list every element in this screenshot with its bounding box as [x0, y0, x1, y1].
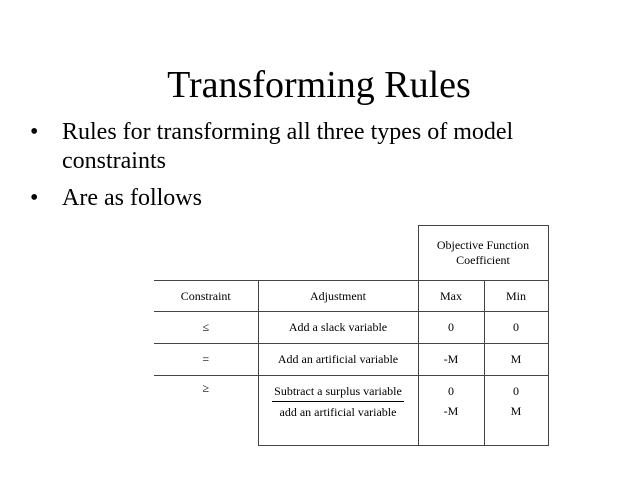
empty-cell	[258, 226, 418, 281]
bullet-item	[30, 118, 610, 176]
min-cell: M	[484, 344, 548, 376]
constraint-cell: ≤	[154, 312, 258, 344]
adjustment-cell	[258, 376, 418, 446]
bullet-text: Are as follows	[62, 185, 202, 211]
min-cell	[484, 376, 548, 446]
min-value: 0	[513, 384, 519, 398]
transforming-rules-table	[154, 225, 549, 446]
table-row	[154, 312, 548, 344]
max-cell: -M	[418, 344, 484, 376]
bullet-icon: •	[30, 185, 39, 211]
bullet-list	[30, 118, 610, 221]
max-cell: 0	[418, 312, 484, 344]
adjustment-line: Subtract a surplus variable	[272, 381, 404, 402]
table-row	[154, 376, 548, 446]
objective-function-label: Objective Function Coefficient	[436, 238, 530, 267]
slide-title: Transforming Rules	[167, 64, 471, 106]
bullet-item	[30, 184, 610, 213]
adjustment-line: add an artificial variable	[279, 405, 397, 419]
bullet-text: Rules for transforming all three types of model constraints	[62, 119, 514, 174]
column-header-max: Max	[418, 281, 484, 312]
table-header-row	[154, 226, 548, 281]
column-header-min: Min	[484, 281, 548, 312]
column-header-constraint: Constraint	[154, 281, 258, 312]
max-value: 0	[448, 384, 454, 398]
adjustment-cell: Add an artificial variable	[258, 344, 418, 376]
adjustment-cell: Add a slack variable	[258, 312, 418, 344]
table-row	[154, 344, 548, 376]
constraint-cell: ≥	[154, 376, 258, 446]
column-header-row	[154, 281, 548, 312]
min-cell: 0	[484, 312, 548, 344]
max-value: -M	[443, 404, 459, 418]
bullet-icon: •	[30, 119, 39, 145]
constraint-cell: =	[154, 344, 258, 376]
max-cell	[418, 376, 484, 446]
column-header-adjustment: Adjustment	[258, 281, 418, 312]
empty-cell	[154, 226, 258, 281]
min-value: M	[510, 404, 522, 418]
objective-function-header	[418, 226, 548, 281]
